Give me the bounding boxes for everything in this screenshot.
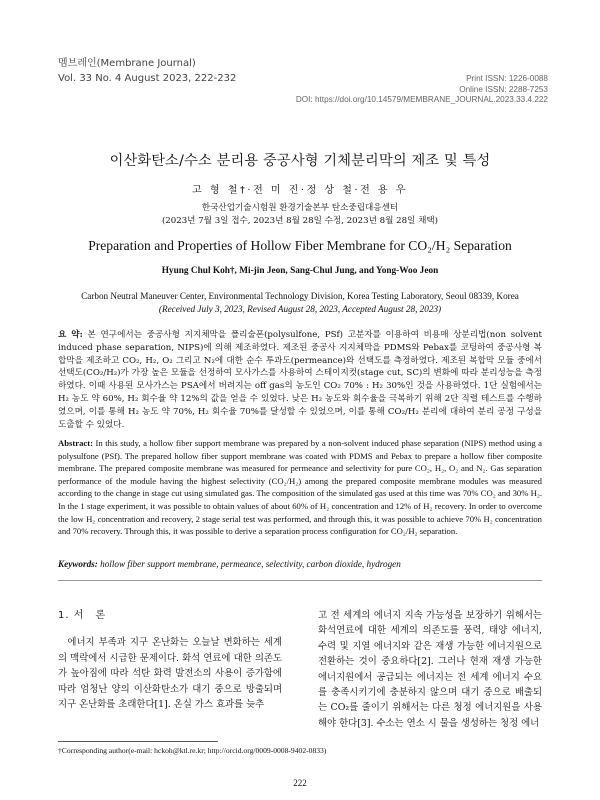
- abstract-en-label: Abstract:: [58, 438, 93, 448]
- affiliation-en-line: Carbon Neutral Maneuver Center, Environmental Technology Division, Korea Testing Laboratory, Seoul 08339, Korea: [81, 291, 519, 301]
- affiliation-english: [0, 290, 600, 316]
- journal-volume: Vol. 33 No. 4 August 2023, 222-232: [58, 73, 237, 84]
- body-left-text: 에너지 부족과 지구 온난화는 오늘날 변화하는 세계의 맥락에서 시급한 문제이다. 화석 연료에 대한 의존도가 높아짐에 따라 석탄 화력 발전소의 사용이 증가함에 따라 엄청난 양의 이산화탄소가 대기 중으로 방출되며 지구 온난화를 초래한다[1]. 온실 가스 효과를 늦추: [58, 637, 282, 711]
- keywords: [58, 559, 542, 569]
- body-right-text: 고 전 세계의 에너지 지속 가능성을 보장하기 위해서는 화석연료에 대한 세계의 의존도를 풍력, 태양 에너지, 수력 및 지열 에너지와 같은 재생 가능한 에너지원으로 전환하는 것이 중요하다[2]. 그러나 현재 재생 가능한 에너지원에서 공급되는 에너지는 전 세계 에너지 수요를 충족시키기에 충분하지 않으며 대기 중으로 배출되는 CO₂를 줄이기 위해서는 다른 청정 에너지원을 사용해야 한다[3]. 수소는 연소 시 물을 생성하는 청정 에너: [318, 610, 542, 729]
- title-korean: 이산화탄소/수소 분리용 중공사형 기체분리막의 제조 및 특성: [109, 153, 491, 169]
- affiliation-ko-line: 한국산업기술시험원 환경기술본부 탄소중립대응센터: [201, 203, 399, 213]
- abstract-korean: [58, 329, 542, 431]
- keywords-text: hollow fiber support membrane, permeance, selectivity, carbon dioxide, hydrogen: [100, 559, 401, 569]
- section-divider: [58, 580, 542, 581]
- abstract-en-text: In this study, a hollow fiber support membrane was prepared by a non-solvent induced phase separation (NIPS) method using a polysulfone (PSf). The prepared hollow fiber support membrane was coated with PDMS and Pebax to prepare a hollow fiber composite membrane. The prepared composite membrane was measured for permeance and selectivity for pure CO₂, H₂, O₂ and N₂. Gas separation performance of the module having the highest selectivity (CO₂/H₂) among the prepared composite membrane modules was measured according to the change in stage cut using simulated gas. The composition of the simulated gas used at this time was 70% CO₂ and 30% H₂. In the 1 stage experiment, it was possible to obtain values of about 60% of H₂ concentration and 12% of H₂ recovery. In order to overcome the low H₂ concentration and recovery, 2 stage serial test was performed, and through this, it was possible to achieve 70% H₂ concentration and 70% recovery. Through this, it was possible to derive a separation process configuration for CO₂/H₂ separation.: [58, 438, 543, 537]
- authors-english: Hyung Chul Koh†, Mi-jin Jeon, Sang-Chul Jung, and Yong-Woo Jeon: [161, 266, 439, 276]
- footnote: †Corresponding author(e-mail: hckoh@ktl.re.kr; http://orcid.org/0009-0008-9402-0833): [58, 746, 327, 755]
- online-issn: Online ISSN: 2288-7253: [459, 84, 548, 94]
- abstract-ko-text: 본 연구에서는 중공사형 지지체막을 폴리술폰(polysulfone, PSf) 고분자를 이용하여 비용매 상분리법(non solvent induced phase separation, NIPS)에 의해 제조하였다. 제조된 중공사 지지체막을 PDMS와 Pebax를 코팅하여 중공사형 복합막을 제조하고 CO₂, H₂, O₂ 그리고 N₂에 대한 순수 투과도(permeance)와 선택도를 측정하였다. 제조된 복합막 모듈 중에서 선택도(CO₂/H₂)가 가장 높은 모듈을 선정하여 모사가스를 사용하여 스테이지컷(stage cut, SC)의 변화에 따라 분리성능을 측정하였다. 이때 사용된 모사가스는 PSA에서 버려지는 off gas의 농도인 CO₂ 70% : H₂ 30%인 것을 사용하였다. 1단 실험에서는 H₂ 농도 약 60%, H₂ 회수율 약 12%의 값을 얻을 수 있었다. 낮은 H₂ 농도와 회수율을 극복하기 위해 2단 직렬 테스트를 수행하였으며, 이를 통해 H₂ 농도 약 70%, H₂ 회수율 70%를 달성할 수 있었으며, 이를 통해 CO₂/H₂ 분리에 대하여 분리 공정 구성을 도출할 수 있었다.: [58, 330, 542, 430]
- dates-en-line: (Received July 3, 2023, Revised August 28, 2023, Accepted August 28, 2023): [158, 304, 442, 314]
- issn-block: [296, 74, 548, 106]
- footnote-divider: [58, 741, 218, 742]
- body-column-left: [58, 608, 282, 712]
- doi-link[interactable]: DOI: https://doi.org/10.14579/MEMBRANE_JOURNAL.2023.33.4.222: [295, 95, 548, 104]
- abstract-ko-label: 요 약:: [58, 330, 83, 340]
- title-english: Preparation and Properties of Hollow Fiber Membrane for CO₂/H₂ Separation: [88, 238, 512, 253]
- print-issn: Print ISSN: 1226-0088: [466, 74, 548, 83]
- body-column-right: [318, 608, 542, 731]
- dates-ko-line: (2023년 7월 3일 접수, 2023년 8월 28일 수정, 2023년 8월 28일 채택): [161, 215, 439, 226]
- journal-name: 멤브레인(Membrane Journal): [58, 58, 196, 69]
- page-number: 222: [293, 778, 307, 788]
- abstract-english: [58, 437, 542, 538]
- keywords-label: Keywords:: [58, 559, 98, 569]
- journal-header: [58, 56, 236, 86]
- affiliation-korean: [0, 202, 600, 227]
- section-heading: 1. 서 론: [58, 610, 107, 621]
- authors-korean: 고 형 철†·전 미 진·정 상 철·전 용 우: [192, 185, 408, 196]
